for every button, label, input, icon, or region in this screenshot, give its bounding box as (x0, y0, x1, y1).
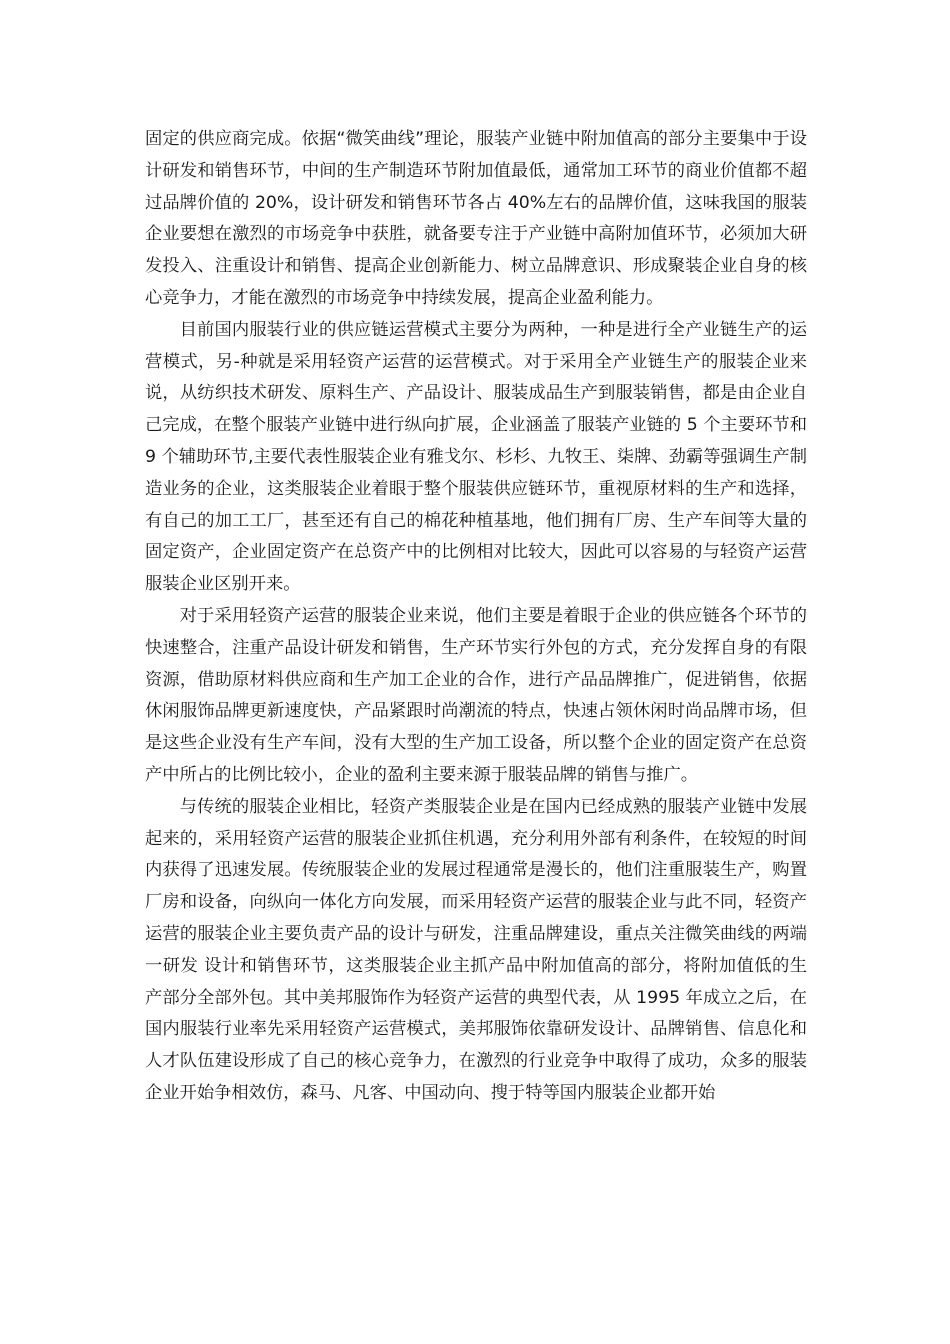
document-body (145, 124, 807, 1110)
paragraph-2: 目前国内服装行业的供应链运营模式主要分为两种，一种是进行全产业链生产的运营模式，另-种就是采用轻资产运营的运营模式。对于采用全产业链生产的服装企业来说，从纺织技术研发、原料生产、产品设计、服装成品生产到服装销售，都是由企业自己完成，在整个服装产业链中进行纵向扩展，企业涵盖了服装产业链的 5 个主要环节和 9 个辅助环节,主要代表性服装企业有雅戈尔、杉杉、九牧王、柒牌、劲霸等强调生产制造业务的企业，这类服装企业着眼于整个服装供应链环节，重视原材料的生产和选择，有自己的加工工厂，甚至还有自己的棉花种植基地，他们拥有厂房、生产车间等大量的固定资产，企业固定资产在总资产中的比例相对比较大，因此可以容易的与轻资产运营服装企业区别开来。 (145, 319, 807, 595)
paragraph-1: 固定的供应商完成。依据“微笑曲线”理论，服装产业链中附加值高的部分主要集中于设计研发和销售环节，中间的生产制造环节附加值最低，通常加工环节的商业价值都不超过品牌价值的 20%，设计研发和销售环节各占 40%左右的品牌价值，这味我国的服装企业要想在激烈的市场竞争中获胜，就备要专注于产业链中高附加值环节，必须加大研发投入、注重设计和销售、提高企业创新能力、树立品牌意识、形成聚装企业自身的核心竞争力，才能在激烈的市场竞争中持续发展，提高企业盈利能力。 (145, 129, 807, 308)
paragraph-3: 对于采用轻资产运营的服装企业来说，他们主要是着眼于企业的供应链各个环节的快速整合，注重产品设计研发和销售，生产环节实行外包的方式，充分发挥自身的有限资源，借助原材料供应商和生产加工企业的合作，进行产品品牌推广，促进销售，依据休闲服饰品牌更新速度快，产品紧跟时尚潮流的特点，快速占领休闲时尚品牌市场，但是这些企业没有生产车间，没有大型的生产加工设备，所以整个企业的固定资产在总资产中所占的比例比较小，企业的盈利主要来源于服装品牌的销售与推广。 (145, 605, 807, 785)
paragraph-4: 与传统的服装企业相比，轻资产类服装企业是在国内已经成熟的服装产业链中发展起来的，采用轻资产运营的服装企业抓住机遇，充分利用外部有利条件，在较短的时间内获得了迅速发展。传统服装企业的发展过程通常是漫长的，他们注重服装生产，购置厂房和设备，向纵向一体化方向发展，而采用轻资产运营的服装企业与此不同，轻资产运营的服装企业主要负责产品的设计与研发，注重品牌建设，重点关注微笑曲线的两端一研发 设计和销售环节，这类服装企业主抓产品中附加值高的部分，将附加值低的生产部分全部外包。其中美邦服饰作为轻资产运营的典型代表，从 1995 年成立之后，在国内服装行业率先采用轻资产运营模式，美邦服饰依靠研发设计、品牌销售、信息化和人才队伍建设形成了自己的核心竞争力，在激烈的行业竞争中取得了成功，众多的服装企业开始争相效仿，森马、凡客、中国动向、搜于特等国内服装企业都开始 (145, 796, 807, 1103)
